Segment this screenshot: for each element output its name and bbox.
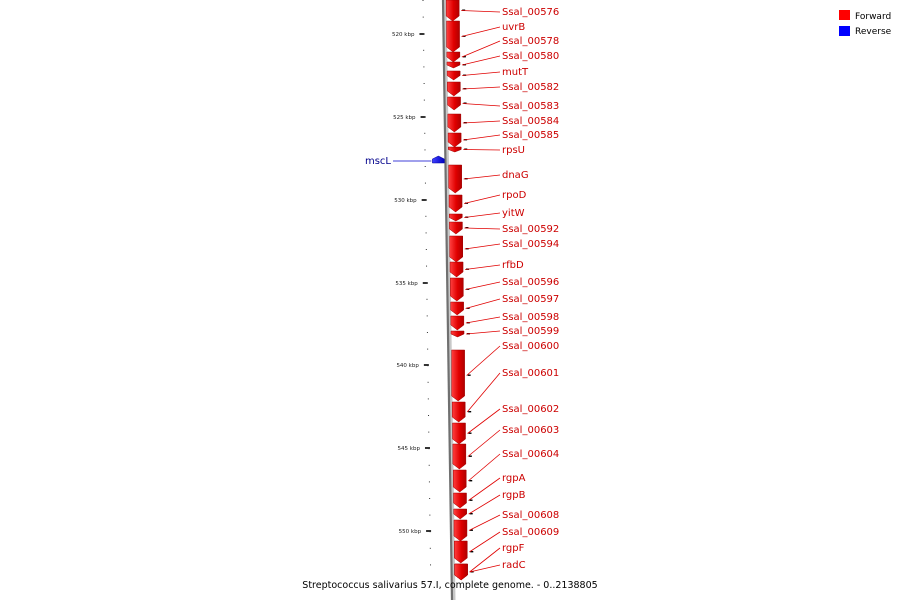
minor-tick [427,365,428,366]
legend-swatch-forward [839,10,850,20]
gene-label: rpsU [502,145,525,156]
gene-label: mutT [502,67,529,78]
minor-tick [426,266,427,267]
minor-tick [425,183,426,184]
tick-label: 525 kbp [393,115,416,121]
gene-feature-forward [454,541,467,563]
gene-feature-forward [452,402,465,422]
gene-leader [467,373,500,412]
gene-label: Ssal_00585 [502,130,560,141]
gene-leader [466,331,500,334]
gene-label: radC [502,560,526,571]
gene-label: rgpB [502,490,526,501]
minor-tick [424,100,425,101]
gene-leader [468,409,500,434]
gene-label: Ssal_00596 [502,277,560,288]
minor-tick [424,116,425,117]
gene-label: Ssal_00583 [502,101,560,112]
gene-feature-forward [449,222,462,234]
gene-feature-forward [447,62,460,68]
gene-leader [462,27,500,37]
gene-feature-forward [453,423,466,444]
gene-leader [467,346,500,376]
tick-label: 545 kbp [397,446,420,452]
gene-label: Ssal_00576 [502,7,560,18]
gene-feature-forward [447,52,460,62]
gene-label: Ssal_00604 [502,449,560,460]
minor-tick [427,315,428,316]
gene-label: rgpF [502,543,525,554]
feature-mark [468,411,471,412]
gene-leader [464,228,500,229]
gene-label: Ssal_00599 [502,326,560,337]
gene-label: Ssal_00598 [502,312,560,323]
gene-leader [468,454,500,481]
gene-feature-forward [449,214,462,221]
gene-label: rfbD [502,260,524,271]
gene-leader [464,195,500,204]
gene-feature-forward [455,564,468,580]
gene-leader [462,72,500,76]
gene-feature-forward [446,0,459,21]
gene-feature-forward [453,470,466,492]
gene-feature-forward [451,302,464,315]
gene-label: Ssal_00602 [502,404,560,415]
tick-label: 535 kbp [395,281,418,287]
gene-label: Ssal_00592 [502,224,560,235]
gene-feature-forward [450,236,463,262]
minor-tick [428,415,429,416]
minor-tick [428,398,429,399]
minor-tick [425,199,426,200]
gene-label: Ssal_00582 [502,82,560,93]
gene-leader [466,299,500,309]
gene-label: mscL [364,156,391,167]
gene-leader [464,213,500,218]
tick-label: 520 kbp [392,32,415,38]
gene-leader [469,532,500,552]
gene-feature-forward [448,97,461,110]
gene-leader [465,282,500,290]
minor-tick [424,133,425,134]
gene-feature-forward [449,195,462,212]
gene-label: Ssal_00578 [502,36,560,47]
minor-tick [428,448,429,449]
gene-label: Ssal_00601 [502,368,560,379]
gene-leader [462,56,500,65]
gene-feature-forward [449,165,462,193]
gene-feature-forward [451,331,464,337]
minor-tick [425,166,426,167]
gene-leader [464,175,500,179]
gene-feature-forward [451,316,464,330]
minor-tick [424,149,425,150]
minor-tick [423,0,424,1]
minor-tick [428,382,429,383]
minor-tick [429,465,430,466]
gene-leader [463,104,500,107]
gene-feature-forward [448,114,461,132]
legend-swatch-reverse [839,26,850,36]
minor-tick [429,498,430,499]
gene-feature-forward [447,21,460,52]
gene-leader [469,495,500,514]
minor-tick [423,50,424,51]
minor-tick [423,66,424,67]
gene-feature-forward [452,350,465,401]
minor-tick [426,299,427,300]
minor-tick [427,332,428,333]
minor-tick [430,564,431,565]
gene-leader [465,244,500,249]
gene-feature-forward [447,71,460,80]
tick-label: 540 kbp [396,363,419,369]
minor-tick [424,83,425,84]
minor-tick [429,515,430,516]
gene-feature-forward [450,278,463,301]
gene-label: Ssal_00584 [502,116,560,127]
gene-label: Ssal_00608 [502,510,560,521]
gene-leader [468,430,500,457]
gene-feature-forward [448,147,461,152]
gene-leader [462,87,500,89]
legend-label-forward: Forward [855,12,892,22]
gene-label: Ssal_00600 [502,341,560,352]
gene-label: uvrB [502,22,526,33]
gene-label: Ssal_00597 [502,294,560,305]
gene-leader [465,265,500,270]
minor-tick [425,216,426,217]
gene-leader [469,478,500,501]
legend-label-reverse: Reverse [855,27,892,37]
gene-feature-forward [447,82,460,96]
gene-label: Ssal_00580 [502,51,560,62]
legend [839,10,892,37]
minor-tick [428,432,429,433]
tick-label: 530 kbp [394,198,417,204]
gene-leader [462,41,500,57]
gene-label: dnaG [502,170,529,181]
gene-feature-forward [454,493,467,508]
gene-feature-forward [450,262,463,277]
gene-feature-forward [448,133,461,147]
gene-leader [466,317,500,323]
gene-label: rgpA [502,473,526,484]
minor-tick [423,33,424,34]
gene-feature-forward [454,509,467,519]
gene-label: Ssal_00594 [502,239,560,250]
gene-label: rpoD [502,190,527,201]
minor-tick [430,548,431,549]
minor-tick [427,349,428,350]
gene-feature-forward [453,444,466,469]
gene-label: yitW [502,208,525,219]
gene-leader [463,150,500,151]
gene-label: Ssal_00603 [502,425,560,436]
gene-leader [463,135,500,140]
minor-tick [429,481,430,482]
gene-label: Ssal_00609 [502,527,560,538]
gene-feature-forward [454,520,467,541]
gene-feature-reverse [432,156,444,163]
minor-tick [426,282,427,283]
minor-tick [423,17,424,18]
gene-leader [463,121,500,123]
minor-tick [430,531,431,532]
minor-tick [426,232,427,233]
gene-leader [469,515,500,531]
gene-leader [461,11,500,13]
minor-tick [426,249,427,250]
tick-label: 550 kbp [398,529,422,535]
genome-caption: Streptococcus salivarius 57.I, complete genome. - 0..2138805 [302,580,598,591]
